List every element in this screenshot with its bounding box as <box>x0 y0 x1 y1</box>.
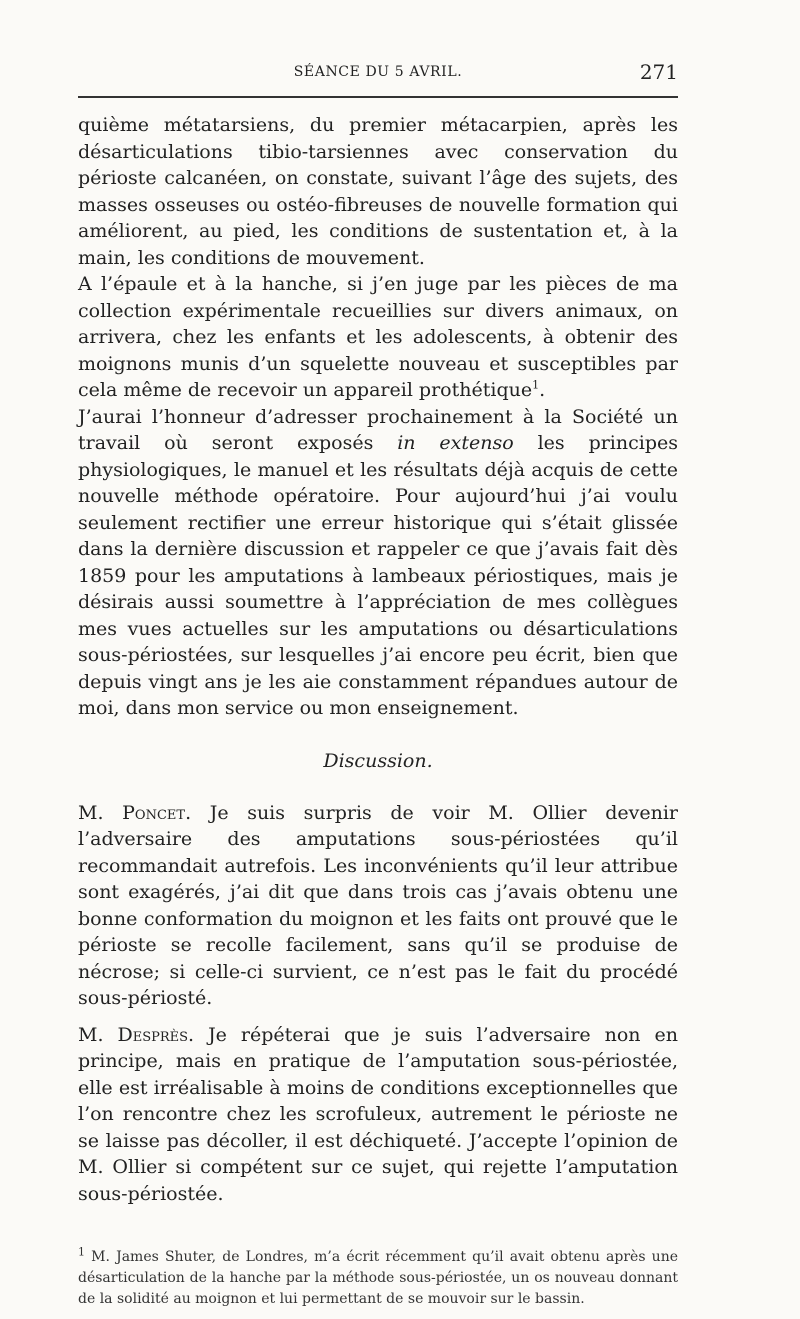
section-title: Discussion. <box>323 749 433 772</box>
paragraph-2-text: A l’épaule et à la hanche, si j’en juge par les pièces de ma collection expérimentale recueillies sur divers animaux, on arrivera, chez les enfants et les adolescents, à obtenir des moignons munis d’un squelette nouveau et susceptibles par cela même de recevoir un appareil prothétique <box>78 273 678 401</box>
paragraph-3 <box>78 404 678 722</box>
page <box>78 58 678 1310</box>
speaker-name: Desprès <box>117 1023 189 1046</box>
footnotes <box>78 1247 678 1310</box>
speech-text: . Je suis surpris de voir M. Ollier devenir l’adversaire des amputations sous-périostées qu’il recommandait autrefois. Les inconvénients qu’il leur attribue sont exagérés, j’ai dit que dans trois cas j’avais obtenu une bonne conformation du moignon et les faits ont prouvé que le périoste se recolle facilement, sans qu’il se produise de nécrose; si celle-ci survient, ce n’est pas le fait du procédé sous-périosté. <box>78 801 678 1009</box>
page-number: 271 <box>639 60 678 84</box>
speech-title: M. <box>78 801 104 824</box>
footnote-reference: 1 <box>532 378 540 392</box>
paragraph-2 <box>78 271 678 404</box>
speech-text: . Je répéterai que je suis l’adversaire non en principe, mais en pratique de l’amputation sous-périostée, elle est irréalisable à moins de conditions exceptionnelles que l’on rencontre chez les scrofuleux, autrement le périoste ne se laisse pas décoller, il est déchiqueté. J’accepte l’opinion de M. Ollier si compétent sur ce sujet, qui rejette l’amputation sous-périostée. <box>78 1023 678 1205</box>
paragraph-3-text-after: les principes physiologiques, le manuel et les résultats déjà acquis de cette nouvelle méthode opératoire. Pour aujourd’hui j’ai voulu seulement rectifier une erreur historique qui s’était glissée dans la dernière discussion et rappeler ce que j’avais fait dès 1859 pour les amputations à lambeaux périostiques, mais je désirais aussi soumettre à l’appréciation de mes collègues mes vues actuelles sur les amputations ou désarticulations sous-périostées, sur lesquelles j’ai encore peu écrit, bien que depuis vingt ans je les aie constamment répandues autour de moi, dans mon service ou mon enseignement. <box>78 432 678 719</box>
running-head <box>78 58 678 86</box>
footnote-text: M. James Shuter, de Londres, m’a écrit récemment qu’il avait obtenu après une désarticulation de la hanche par la méthode sous-périostée, un os nouveau donnant de la solidité au moignon et lui permettant de se mouvoir sur le bassin. <box>78 1249 678 1307</box>
body-text <box>78 112 678 1207</box>
running-title: SÉANCE DU 5 AVRIL. <box>293 64 463 80</box>
paragraph-3-italic: in extenso <box>397 432 514 454</box>
header-rule <box>78 96 678 98</box>
paragraph-3-text-before: J’aurai l’honneur d’adresser prochainement à la Société un travail où seront exposés <box>78 405 678 454</box>
footnote-mark: 1 <box>78 1245 85 1259</box>
speech-despres <box>78 1022 678 1208</box>
speech-poncet <box>78 800 678 1012</box>
paragraph-1: quième métatarsiens, du premier métacarpien, après les désarticulations tibio-tarsiennes avec conservation du périoste calcanéen, on constate, suivant l’âge des sujets, des masses osseuses ou ostéo-fibreuses de nouvelle formation qui améliorent, au pied, les conditions de sustentation et, à la main, les conditions de mouvement. <box>78 114 678 269</box>
speaker-name: Poncet <box>122 801 186 824</box>
paragraph-2-end: . <box>539 379 546 401</box>
speech-title: M. <box>78 1023 104 1046</box>
